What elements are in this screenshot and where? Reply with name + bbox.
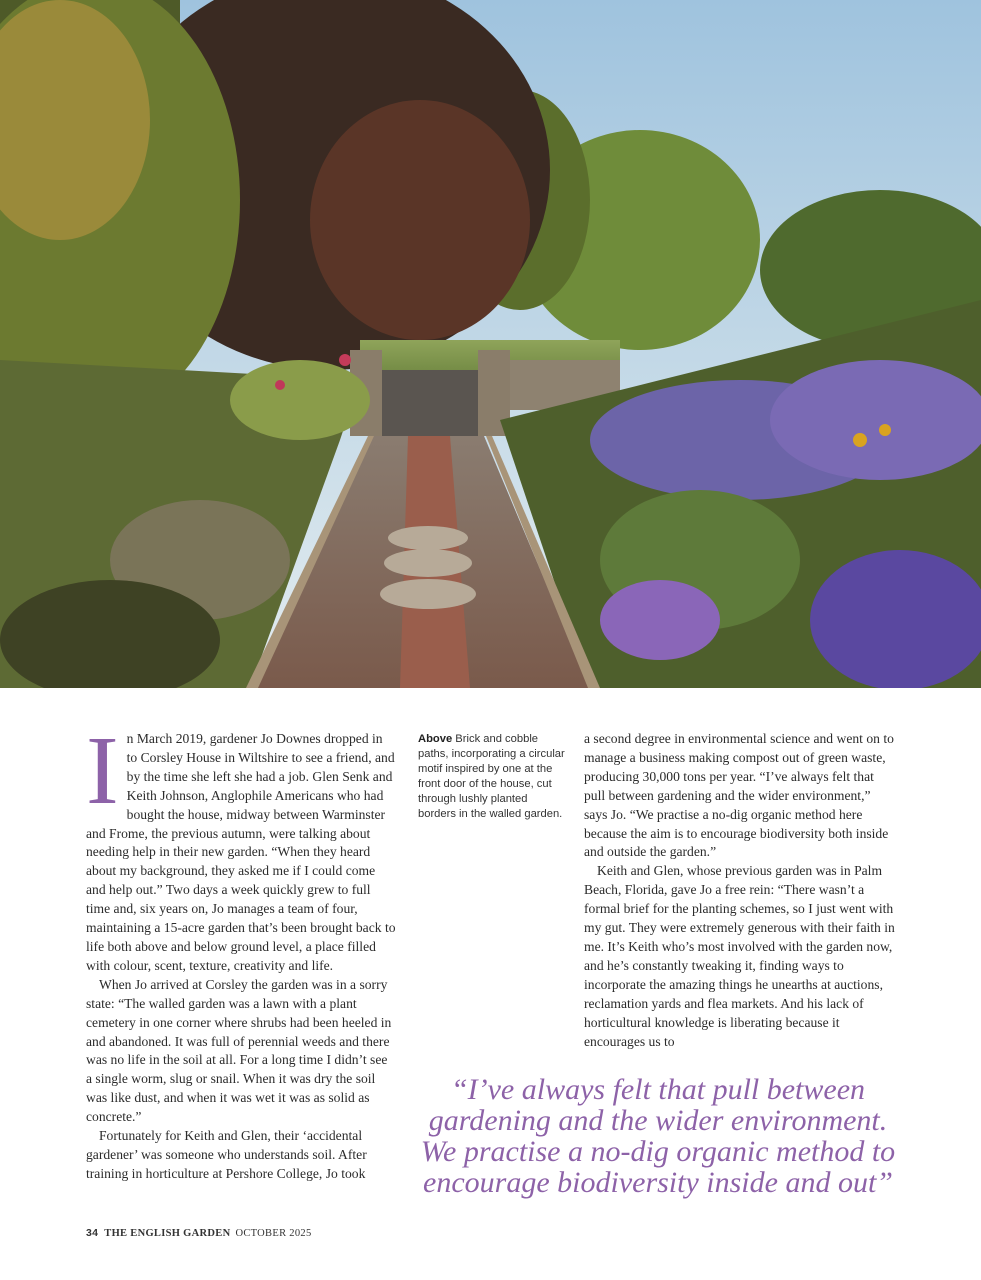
issue-date: OCTOBER 2025 (235, 1228, 312, 1239)
stone-gate-wall (380, 370, 480, 436)
page-number: 34 (86, 1227, 99, 1239)
caption-label: Above (418, 733, 453, 745)
article-paragraph: Fortunately for Keith and Glen, their ‘accidental gardener’ was someone who understands soil. After training in horticulture at Pershore College, Jo took (86, 1128, 367, 1181)
article-paragraph: Keith and Glen, whose previous garden was in Palm Beach, Florida, gave Jo a free rein: “There wasn’t a formal brief for the planting schemes, so I just went with my gut. They were extremely generous with their faith in me. It’s Keith who’s most involved with the garden now, and he’s constantly tweaking it, finding ways to incorporate the amazing things he unearths at auctions, reclamation yards and flea markets. And his lack of horticultural knowledge is liberating because it encourages us to (584, 863, 895, 1049)
article-column-1 (86, 717, 396, 1184)
article-paragraph: n March 2019, gardener Jo Downes dropped in to Corsley House in Wiltshire to see a friend, and by the time she left she had a job. Glen Senk and Keith Johnson, Anglophile Americans who had bought the house, midway between Warminster and Frome, the previous autumn, were talking about needing help in their new garden. “When they heard about my background, they asked me if I could come and help out.” Two days a week quickly grew to full time and, six years on, Jo manages a team of four, maintaining a 15-acre garden that’s been brought back to life both above and below ground level, a place filled with colour, scent, texture, creativity and life. (86, 731, 396, 973)
article-column-2 (584, 730, 896, 1051)
article-paragraph: When Jo arrived at Corsley the garden was in a sorry state: “The walled garden was a lawn with a plant cemetery in one corner where shrubs had been heeled in and abandoned. It was full of perennial weeds and there was no life in the soil at all. For a long time I didn’t see a single worm, slug or snail. When it was dry the soil was like dust, and when it was wet it was as solid as concrete.” (86, 976, 392, 1125)
photo-caption (418, 732, 566, 822)
article-paragraph: a second degree in environmental science and went on to manage a business making compost out of green waste, producing 30,000 tons per year. “I’ve always felt that pull between gardening and the wider environment,” says Jo. “We practise a no-dig organic method here because the aim is to encourage biodiversity both inside and outside the garden.” (584, 731, 894, 860)
caption-text: Brick and cobble paths, incorporating a circular motif inspired by one at the front door of the house, cut through lushly planted borders in the walled garden. (418, 733, 565, 820)
pull-quote: “I’ve always felt that pull between gardening and the wider environment. We practise a no-dig organic method to encourage biodiversity inside and out” (420, 1073, 896, 1199)
page-footer (86, 1227, 312, 1239)
magazine-name: THE ENGLISH GARDEN (104, 1228, 231, 1239)
drop-cap: I (86, 717, 119, 825)
